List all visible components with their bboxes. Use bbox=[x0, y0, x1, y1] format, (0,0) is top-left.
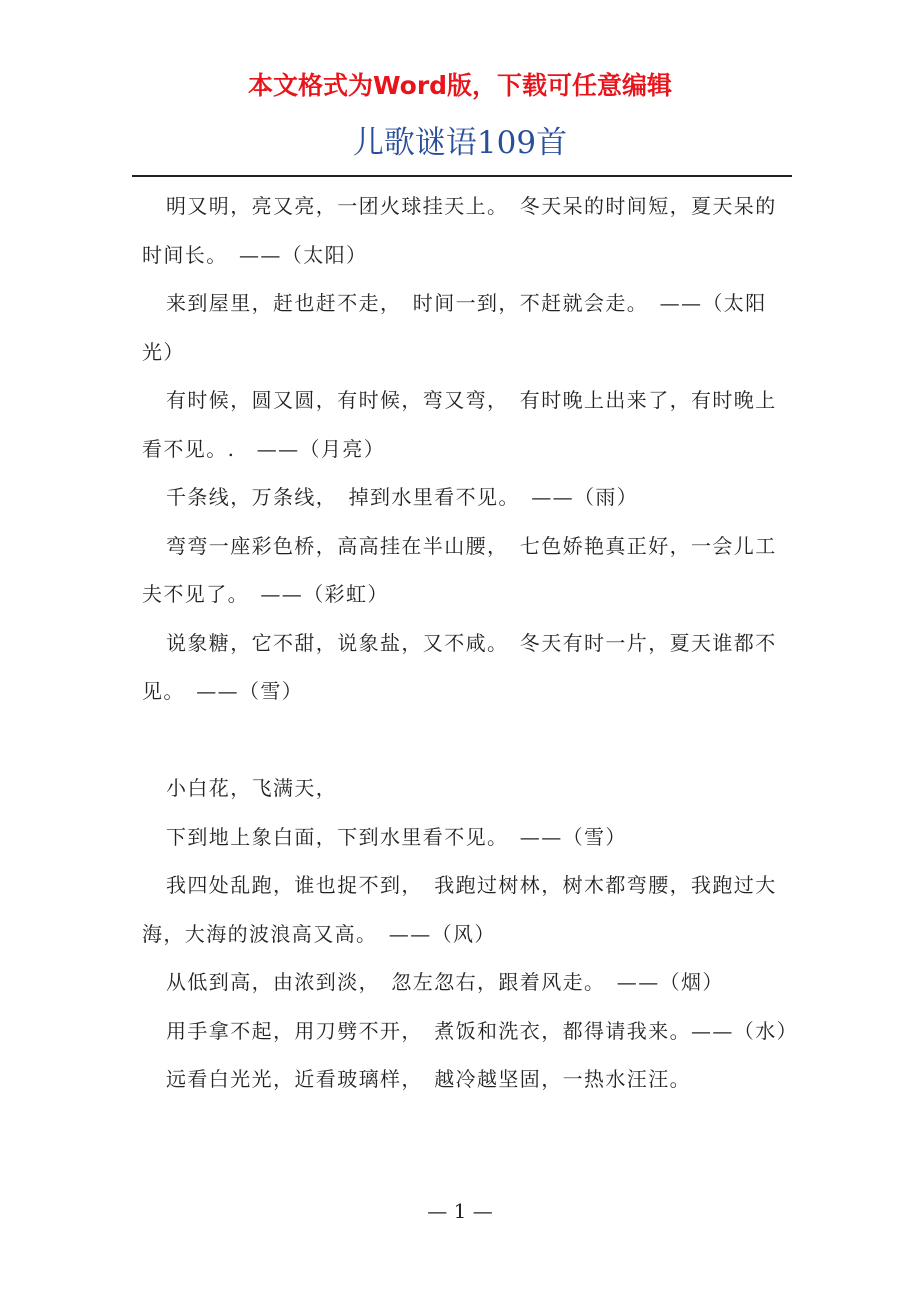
riddle-paragraph: 用手拿不起，用刀劈不开， 煮饭和洗衣，都得请我来。——（水） bbox=[166, 1018, 798, 1043]
page-number: — 1 — bbox=[427, 1199, 493, 1223]
riddle-paragraph: 下到地上象白面，下到水里看不见。 ——（雪） bbox=[166, 824, 627, 849]
riddle-paragraph: 明又明，亮又亮，一团火球挂天上。 冬天呆的时间短，夏天呆的时间长。 ——（太阳） bbox=[142, 194, 777, 267]
riddle-paragraph: 从低到高，由浓到淡， 忽左忽右，跟着风走。 ——（烟） bbox=[166, 970, 724, 994]
riddle-paragraph: 远看白光光，近看玻璃样， 越冷越坚固，一热水汪汪。 bbox=[166, 1067, 691, 1091]
riddle-paragraph: 小白花，飞满天， bbox=[166, 776, 338, 800]
riddle-paragraph: 弯弯一座彩色桥，高高挂在半山腰， 七色娇艳真正好，一会儿工夫不见了。 ——（彩虹） bbox=[142, 533, 777, 606]
riddle-paragraph: 来到屋里，赶也赶不走， 时间一到，不赶就会走。 ——（太阳光） bbox=[142, 291, 767, 364]
document-title: 儿歌谜语109首 bbox=[352, 125, 568, 161]
title-divider bbox=[132, 175, 792, 177]
riddle-paragraph: 我四处乱跑，谁也捉不到， 我跑过树林，树木都弯腰，我跑过大海，大海的波浪高又高。 ——（风） bbox=[142, 873, 777, 946]
riddle-paragraph: 千条线，万条线， 掉到水里看不见。 ——（雨） bbox=[166, 485, 639, 509]
riddle-paragraph: 说象糖，它不甜，说象盐，又不咸。 冬天有时一片，夏天谁都不见。 ——（雪） bbox=[142, 630, 777, 703]
format-notice: 本文格式为Word版，下载可任意编辑 bbox=[247, 71, 673, 100]
riddle-paragraph: 有时候，圆又圆，有时候，弯又弯， 有时晚上出来了，有时晚上看不见。. ——（月亮） bbox=[142, 388, 777, 461]
document-body bbox=[142, 182, 798, 1104]
paragraph-spacer bbox=[142, 716, 792, 765]
